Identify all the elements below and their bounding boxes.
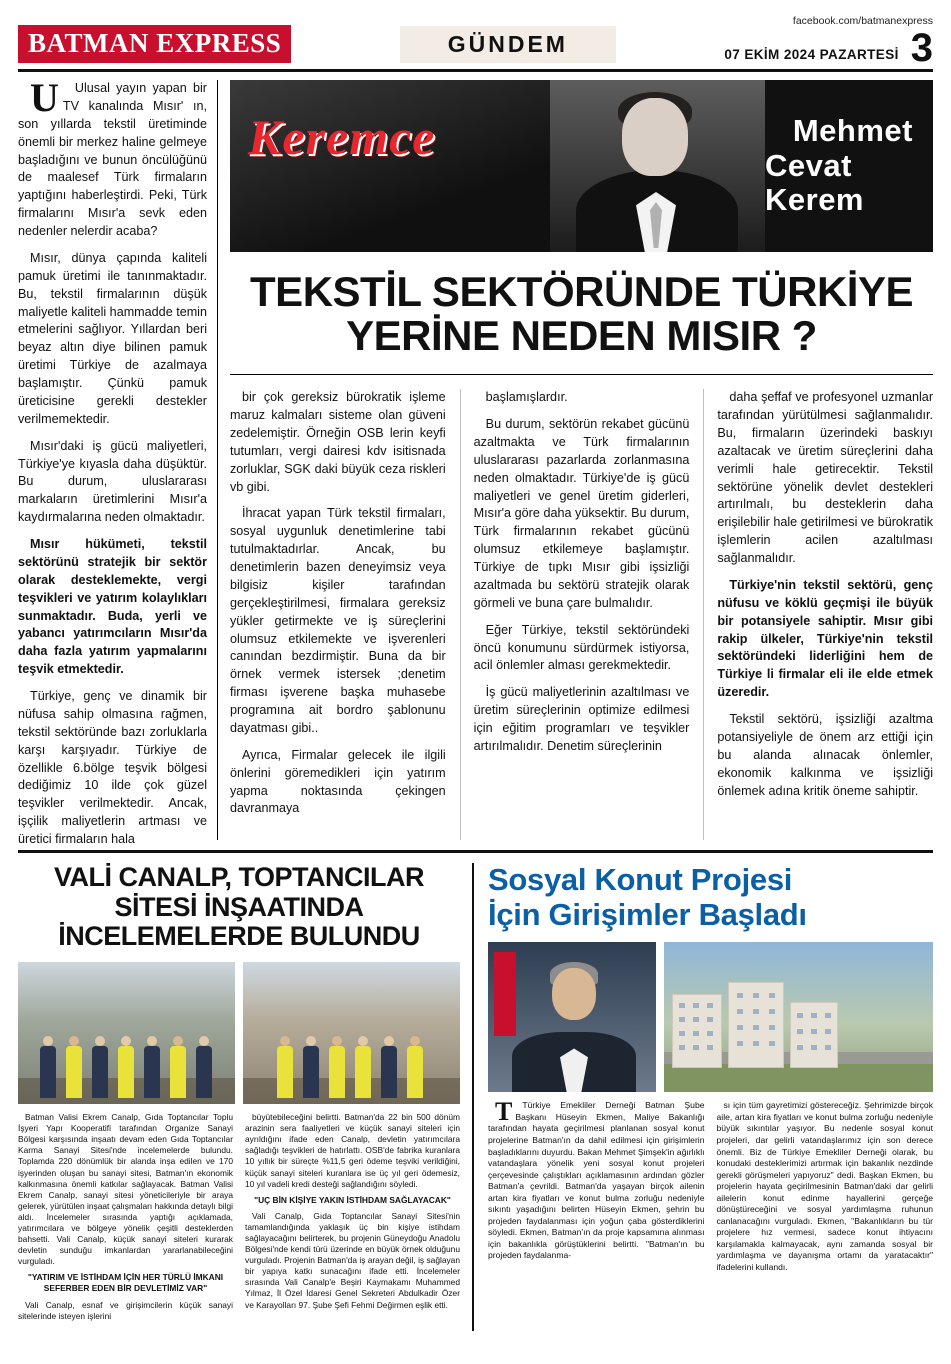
newspaper-logo: BATMAN EXPRESS [18, 25, 291, 63]
masthead-meta [724, 15, 933, 69]
photo-figure [92, 1046, 108, 1098]
photo-figure [66, 1046, 82, 1098]
masthead [18, 14, 933, 72]
paragraph: daha şeffaf ve profesyonel uzmanlar tarafından yürütülmesi sağlanmalıdır. Bu, firmaların üzerindeki baskıyı azaltacak ve üretim süreçlerini daha verimli hale getirecektir. Tekstil sektörüne yönelik devlet destekleri artırılmalı, bu desteklerin daha erişilebilir hale getirilmesi ve bürokratik işlemlerin acilen azaltılması sağlanmalıdır. [717, 390, 934, 566]
article-body [218, 80, 933, 840]
drop-cap: T [495, 1097, 513, 1127]
story-right-body [488, 1097, 933, 1278]
photo-figure [329, 1046, 345, 1098]
date-and-page [724, 26, 933, 70]
paragraph: Vali Canalp, Gıda Toptancılar Sanayi Sitesi'nin tamamlandığında yaklaşık üç bin kişiye istihdam sağlayacağını belirterek, bu projenin Güneydoğu Anadolu Bölgesi'nde kendi türü üzerinde en büyük örnek olduğunu vurguladı. Projenin Batman'da iş arayan değil, iş sağlayan bir yapıya katkı sunacağını ifade etti. İncelemeler sırasında Vali Canalp'e Beşiri Kaymakamı Muhammed Yılmaz, İl Özel İdaresi Genel Sekreteri Abdulkadir Özer ve Karayolları 97. Şube Şefi Fehmi Değirmen eşlik etti. [245, 1210, 460, 1310]
story-vali-canalp [18, 863, 474, 1331]
story-right-title-line-1: Sosyal Konut Projesi [488, 862, 793, 897]
paragraph: Ayrıca, Firmalar gelecek ile ilgili önlerini göremedikleri için yatırım yapma noktasında çekingen davranmaya [230, 747, 446, 816]
story-left-column-2 [245, 1112, 460, 1327]
drop-cap: U [30, 75, 59, 120]
photo-huseyin-ekmen [488, 942, 656, 1092]
photo-figure [303, 1046, 319, 1098]
opinion-article [18, 75, 934, 846]
story-left-photos [18, 962, 460, 1104]
paragraph: bir çok gereksiz bürokratik işleme maruz kalmaları sisteme olan güveni zedelemiştir. Örneğin OSB lerin keyfi tutumları, vergi dairesi kdv isitisnada zorluklar, SGK daki büyük ceza riskleri vb gibi. [230, 390, 446, 494]
paragraph: büyütebileceğini belirtti. Batman'da 22 bin 500 dönüm arazinin sera faaliyetleri ve küçük sanayi siteleri için ayrıldığını ifade eden Canalp, devletin yatırımcılara sağladığı teşvikleri de hatırlattı. OSB'de fabrika kuranlara 10 yıllık bir süreçte %11,5 geri ödeme teşviki verildiğini, küçük sanayi siteleri kuranlara ise üç yıl geri ödemesiz, 10 yıl vadeli kredi desteği sağlandığını söyledi. [245, 1112, 460, 1189]
paragraph: Bu durum, sektörün rekabet gücünü azaltmakta ve Türk firmalarının uluslararası pazarlarda zorlanmasına neden olmaktadır. Türkiye'de iş gücü maliyetleri ve genel üretim giderleri, Mısır'a göre daha yüksektir. Bu durum, Türk firmalarının rekabet gücünü olumsuz etkilemeye başlamıştır. Türkiye de tıpkı Mısır gibi işsizliği azaltmada bu sektörü stratejik olarak görmeli ve buna çare bulmalıdır. [473, 417, 690, 610]
story-left-title: VALİ CANALP, TOPTANCILAR SİTESİ İNŞAATINDA İNCELEMELERDE BULUNDU [53, 862, 424, 952]
column-title: Keremce [248, 109, 436, 165]
lead-column [18, 75, 218, 846]
photo-ground [243, 1078, 460, 1104]
photo-figure [381, 1046, 397, 1098]
lead-paragraph-1 [18, 75, 207, 241]
portrait-head [622, 98, 688, 176]
subheading: "YATIRIM VE İSTİHDAM İÇİN HER TÜRLÜ İMKANI SEFERBER EDEN BİR DEVLETİMİZ VAR" [27, 1272, 224, 1294]
render-building [790, 1002, 838, 1068]
lead-paragraph-5: Türkiye, genç ve dinamik bir nüfusa sahip olmasına rağmen, tekstil sektöründe bazı zorluklarla karşı karşıyadır. Türkiye de özellikle 6.bölge teşvik bölgesi dediğimiz 10 ilde çok güzel teşvikler verilmektedir. Ancak, işçilik maliyetlerin artması ve üretici firmaların hala [18, 689, 207, 846]
article-column-1 [230, 389, 446, 840]
lead-paragraph-4: Mısır hükümeti, tekstil sektörünü stratejik bir sektör olarak desteklemekte, vergi teşvikleri ve yatırım kolaylıkları sunmaktadır. Buda, yerli ve yabancı yatırımcıların Mısır'da daha fazla yatırım yapmalarını teşvik etmektedir. [18, 537, 207, 677]
paragraph: İhracat yapan Türk tekstil firmaları, sosyal uygunluk denetimlerine tabi tutulmaktadırlar. Ancak, bu denetimlerin bazen deneyimsiz veya bilgisiz kişiler tarafından gerçekleştirilmesi, firmalara gereksiz yükler getirmekte ve iş süreçlerini olumsuz etkilemekte ve işverenleri canından bezdirmiştir. Buna da bir örnek vermek istersek ;denetim firması işverene başka muhasebe programına ait bordro şablonunu dayatması gibi.. [230, 506, 446, 735]
article-headline: TEKSTİL SEKTÖRÜNDE TÜRKİYE YERİNE NEDEN MISIR ? [230, 270, 933, 375]
photo-figure [355, 1046, 371, 1098]
photo-figure [196, 1046, 212, 1098]
photo-figure [40, 1046, 56, 1098]
photo-figure [118, 1046, 134, 1098]
section-header [291, 26, 724, 69]
photo-figure [144, 1046, 160, 1098]
story-right-text-1: Türkiye Emekliler Derneği Batman Şube Başkanı Hüseyin Ekmen, Maliye Bakanlığı tarafından hayata geçirilmesi planlanan sosyal konut projelerine Batman'ın da dahil edilmesi için girişimlerin başladıklarını duyurdu. Bakan Mehmet Şimşek'in ağırlıklı vatandaşlara yönelik yeni sosyal konut projeleri çerçevesinde çalıştıkları açıklamasının ardından gözler Batman'a çevrildi. Batman'da yaşayan birçok ailenin artan kira fiyatları ve konut bulma zorluğu nedeniyle sıkıntı yaşadığını belirten Hüseyin Ekmen, şehrin bu projeden faydalanması için yoğun çaba gösterdiklerini söyledi. Ekmen, Batman'ın da proje kapsamına alınması için bakanlıkla görüştüklerini belirtti. "Batman'ın bu projeden faydalanma- [488, 1100, 705, 1261]
story-right-column-1 [488, 1097, 705, 1278]
photo-figure [277, 1046, 293, 1098]
story-right-photos [488, 942, 933, 1092]
columnist-banner [230, 80, 933, 252]
facebook-handle: facebook.com/batmanexpress [792, 15, 933, 27]
paragraph: sı için tüm gayretimizi göstereceğiz. Şehrimizde birçok aile, artan kira fiyatları ve konut bulma zorluğu nedeniyle büyük sıkıntılar yaşıyor. Bu nedenle sosyal konut projeleri, dar gelirli vatandaşlarımız için son derece önemli. Biz de Türkiye Emekliler Derneği olarak, bu konudaki desteklerimizi artırmak için bakanlık nezdinde gerekli görüşmeleri yapıyoruz" dedi. Başkan Ekmen, bu projelerin hayata geçirilmesinin Batman'daki dar gelirli ailelerin konut edinme hayallerini gerçeğe dönüştüreceğini ve sosyal yardımlaşma ruhunun canlanacağını vurguladı. Ekmen, "Bakanlıkların bu tür projelere hız vermesi, sadece konut ihtiyacını karşılamakla kalmayacak, aynı zamanda sosyal bir yardımlaşma ve dayanışma ortamı da yaratacaktır" ifadelerini kullandı. [716, 1100, 933, 1272]
render-building [672, 994, 722, 1068]
story-left-column-1 [18, 1112, 233, 1327]
story-right-title-line-2: İçin Girişimler Başladı [488, 896, 807, 932]
issue-date: 07 EKİM 2024 PAZARTESİ [724, 47, 899, 62]
lead-paragraph-3: Mısır'daki iş gücü maliyetleri, Türkiye'ye kıyasla daha düşüktür. Bu durum, uluslararası markaların üretimlerini Mısır'a kaydırmalarına neden olmaktadır. [18, 438, 207, 525]
turkish-flag [494, 952, 516, 1036]
subheading: "UÇ BİN KİŞİYE YAKIN İSTİHDAM SAĞLAYACAK" [254, 1194, 451, 1205]
columnist-name [765, 80, 933, 252]
paragraph: Tekstil sektörü, işsizliği azaltma potansiyeliyle de önem arz ettiği için bu alanda alınacak önlemler, ekonomik kalkınma ve işsizliği önlemek adına kritik öneme sahiptir. [717, 712, 934, 798]
columnist-last-name: Cevat Kerem [765, 147, 864, 218]
section-divider [18, 850, 933, 853]
paragraph [488, 1097, 705, 1261]
story-right-column-2 [717, 1100, 934, 1278]
bottom-stories [18, 863, 933, 1331]
photo-construction-site [243, 962, 460, 1104]
photo-figure [407, 1046, 423, 1098]
columnist-first-name: Mehmet [792, 112, 913, 148]
render-building [728, 982, 784, 1068]
lead-paragraph-2: Mısır, dünya çapında kaliteli pamuk üretimi ile tanınmaktadır. Bu, tekstil firmalarının düşük maliyetle kaliteli hammadde temin etmelerini sağlıyor. Yıllardan beri beyaz altın diye bilinen pamuk üretimi Türkiye de azalmaya başlamıştır. Çünkü pamuk üreticisine gerekli destekler verilmemektedir. [18, 250, 207, 426]
photo-figure [170, 1046, 186, 1098]
photo-inspection-group [18, 962, 235, 1104]
banner-left [230, 80, 550, 252]
paragraph: başlamışlardır. [485, 390, 568, 405]
lead-text-1: Ulusal yayın yapan bir TV kanalında Mısır' ın, son yıllarda tekstil üretiminde önemli bir merkez haline gelmeye başladığını ve bunun öncülüğünü de maalesef Türk firmaların yaptığını haberleştirdi. Peki, Türk firmalarını Mısır'a sevk eden nedenler nelerdir acaba? [18, 81, 207, 238]
portrait-head [552, 968, 596, 1020]
columnist-photo [550, 80, 765, 252]
article-columns [230, 389, 933, 840]
story-right-title [488, 863, 933, 932]
story-left-body [18, 1112, 460, 1327]
paragraph: Eğer Türkiye, tekstil sektöründeki öncü konumunu sürdürmek istiyorsa, acil önlemler alması gerekmektedir. [473, 622, 690, 673]
paragraph: İş gücü maliyetlerinin azaltılması ve üretim süreçlerinin optimize edilmesi için eğitim programları ve teşvikler artırılmalıdır. Denetim süreçlerinin [473, 685, 690, 753]
section-label: GÜNDEM [400, 26, 616, 63]
story-sosyal-konut [474, 863, 933, 1331]
photo-housing-render [664, 942, 933, 1092]
article-column-3 [703, 389, 933, 840]
paragraph: Vali Canalp, esnaf ve girişimcilerin küçük sanayi sitelerinde isteyen işlerini [18, 1299, 233, 1321]
article-column-2 [460, 389, 690, 840]
paragraph: Batman Valisi Ekrem Canalp, Gıda Toptancılar Toplu İşyeri Yapı Kooperatifi tarafından Organize Sanayi Bölgesi karşısında inşaatı devam eden Gıda Toptancılar Karma Sanayi Sitesi'nde incelemelerde bulundu. Toplamda 220 dönümlük bir alanda inşa edilen ve 170 işyerinden oluşan bu sanayi sitesi, Batman'ın ekonomik kalkınmasına önemli katkılar sağlayacak. Batman Valisi Ekrem Canalp, sanayi sitesi yöneticileriyle bir araya gelerek, yürütülen inşaat çalışmaları hakkında detaylı bilgi aldı. İncelemeler sırasında yaptığı açıklamada, yatırımcılara ve bölgeye yönelik çeşitli desteklerden bahsetti. Vali Canalp, küçük sanayi siteleri kurarak devletin sunduğu imkanlardan yararlanabileceğini vurguladı. [18, 1112, 233, 1267]
page-number: 3 [910, 26, 933, 70]
paragraph-bold: Türkiye'nin tekstil sektörü, genç nüfusu ve köklü geçmişi ile büyük bir potansiyele sahiptir. Mısır gibi rakip ülkeler, Türkiye'nin tekstil sektöründeki liderliğini hem de Türkiye li firmalar eli ile elde etmek üzeredir. [717, 577, 934, 700]
